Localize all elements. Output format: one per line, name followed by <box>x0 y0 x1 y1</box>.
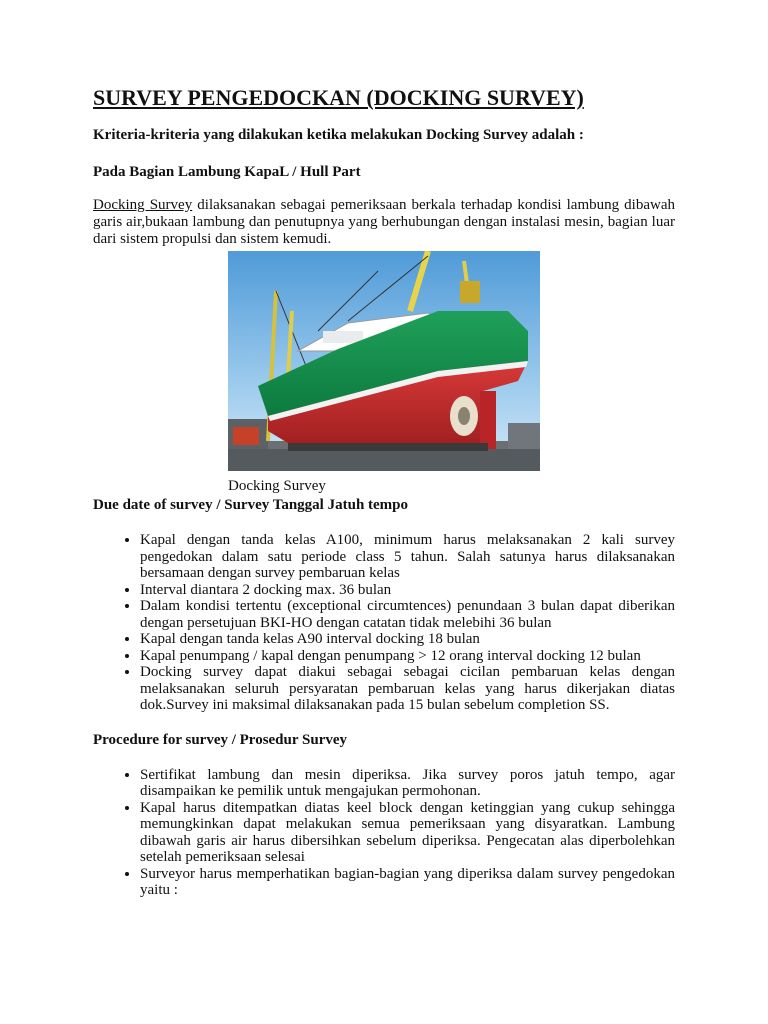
docking-survey-link[interactable]: Docking Survey <box>93 197 193 213</box>
docked-ship-photo <box>228 251 540 471</box>
figure-caption: Docking Survey <box>228 478 326 494</box>
procedure-list <box>93 767 675 899</box>
intro-paragraph <box>93 197 675 248</box>
figure <box>228 251 540 496</box>
criteria-heading: Kriteria-kriteria yang dilakukan ketika melakukan Docking Survey adalah : <box>93 127 584 143</box>
list-item: • Kapal harus ditempatkan diatas keel block dengan ketinggian yang cukup sehingga memungkinkan dapat melakukan semua pemeriksaan yang disyaratkan. Lambung dibawah garis air harus dibersihkan sebelum diperiksa. Pengecatan alas diperbolehkan setelah pemeriksaan selesai <box>140 800 675 866</box>
page-title: SURVEY PENGEDOCKAN (DOCKING SURVEY) <box>93 85 584 110</box>
intro-text: dilaksanakan sebagai pemeriksaan berkala terhadap kondisi lambung dibawah garis air,bukaan lambung dan penutupnya yang berhubungan dengan instalasi mesin, bagian luar dari sistem propulsi dan sistem kemudi. <box>93 197 675 247</box>
document-page <box>93 84 675 899</box>
list-item: • Surveyor harus memperhatikan bagian-bagian yang diperiksa dalam survey pengedokan yaitu : <box>140 866 675 899</box>
procedure-heading: Procedure for survey / Prosedur Survey <box>93 731 348 748</box>
list-item: • Kapal dengan tanda kelas A90 interval docking 18 bulan <box>140 631 675 648</box>
due-date-list <box>93 532 675 714</box>
list-item: • Docking survey dapat diakui sebagai sebagai cicilan pembaruan kelas dengan melaksanakan seluruh persyaratan pembaruan kelas yang harus dikerjakan diatas dok.Survey ini maksimal dilaksanakan pada 15 bulan sebelum completion SS. <box>140 664 675 714</box>
list-item: • Sertifikat lambung dan mesin diperiksa. Jika survey poros jatuh tempo, agar disampaikan ke pemilik untuk mengajukan permohonan. <box>140 767 675 800</box>
hull-heading: Pada Bagian Lambung KapaL / Hull Part <box>93 164 361 180</box>
list-item: • Kapal penumpang / kapal dengan penumpang > 12 orang interval docking 12 bulan <box>140 648 675 665</box>
list-item: • Interval diantara 2 docking max. 36 bulan <box>140 582 675 599</box>
list-item: • Kapal dengan tanda kelas A100, minimum harus melaksanakan 2 kali survey pengedokan dalam satu periode class 5 tahun. Salah satunya harus dilaksanakan bersamaan dengan survey pembaruan kelas <box>140 532 675 582</box>
list-item: • Dalam kondisi tertentu (exceptional circumtences) penundaan 3 bulan dapat diberikan dengan persetujuan BKI-HO dengan catatan tidak melebihi 36 bulan <box>140 598 675 631</box>
due-date-heading: Due date of survey / Survey Tanggal Jatuh tempo <box>93 497 409 513</box>
